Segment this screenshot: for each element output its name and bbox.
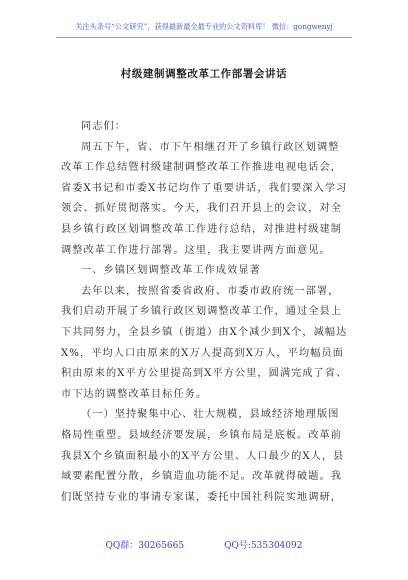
- body-line: 周五下午，省、市下午相继召开了乡镇行政区划调整: [81, 141, 340, 153]
- body-line: 我县X个乡镇面积最小的X平方公里、人口最少的X人，县: [61, 450, 345, 462]
- footer-qq-number: QQ号:535304092: [224, 541, 303, 551]
- body-line: 我们启动开展了乡镇行政区划调整改革工作，通过全县上: [61, 306, 342, 318]
- body-line: 同志们：: [81, 121, 126, 132]
- footer-qq-group: QQ群：30265665: [105, 541, 185, 551]
- body-line: 们既坚持专业的事请专家谋，委托中国社科院实地调研，: [61, 491, 342, 503]
- body-line: 域要素配置分散，乡镇造血功能不足。改革就得破题。我: [61, 471, 342, 483]
- body-line: 调整改革工作进行部署。这里，我主要讲两方面意见。: [61, 244, 331, 256]
- header-note: 关注头条号“公文研究”，获得最新最全最专业的公文资料库！ 微信：gongwenyj: [75, 22, 333, 31]
- body-line: 县乡镇行政区划调整改革工作进行总结，对推进村级建制: [61, 223, 342, 235]
- body-line: 格局性重塑。县域经济要发展，乡镇布局是底板。改革前: [61, 429, 342, 441]
- body-line: 领会、抓好贯彻落实。今天，我们召开县上的会议，对全: [61, 203, 342, 215]
- body-line: 改革工作总结暨村级建制调整改革工作推进电视电话会，: [61, 162, 342, 174]
- footer-contact: [0, 538, 408, 551]
- body-line: 下共同努力，全县乡镇（街道）由X个减少到X个，减幅达: [61, 326, 348, 338]
- document-title: 村级建制调整改革工作部署会讲话: [120, 68, 288, 80]
- body-line: （一）坚持聚集中心、壮大规模，县域经济地理版图: [81, 409, 340, 421]
- header-divider: [56, 37, 352, 38]
- document-body: [61, 117, 351, 508]
- body-line: X%，平均人口由原来的X万人提高到X万人，平均幅员面: [61, 347, 344, 359]
- body-line: 省委X书记和市委X书记均作了重要讲话，我们要深入学习: [61, 182, 348, 194]
- body-line: 去年以来，按照省委省政府、市委市政府统一部署，: [81, 285, 340, 297]
- body-line: 积由原来的X平方公里提高到X平方公里，圆满完成了省、: [61, 368, 348, 380]
- body-line: 一、乡镇区划调整改革工作成效显著: [81, 265, 261, 277]
- body-line: 市下达的调整改革目标任务。: [61, 388, 208, 400]
